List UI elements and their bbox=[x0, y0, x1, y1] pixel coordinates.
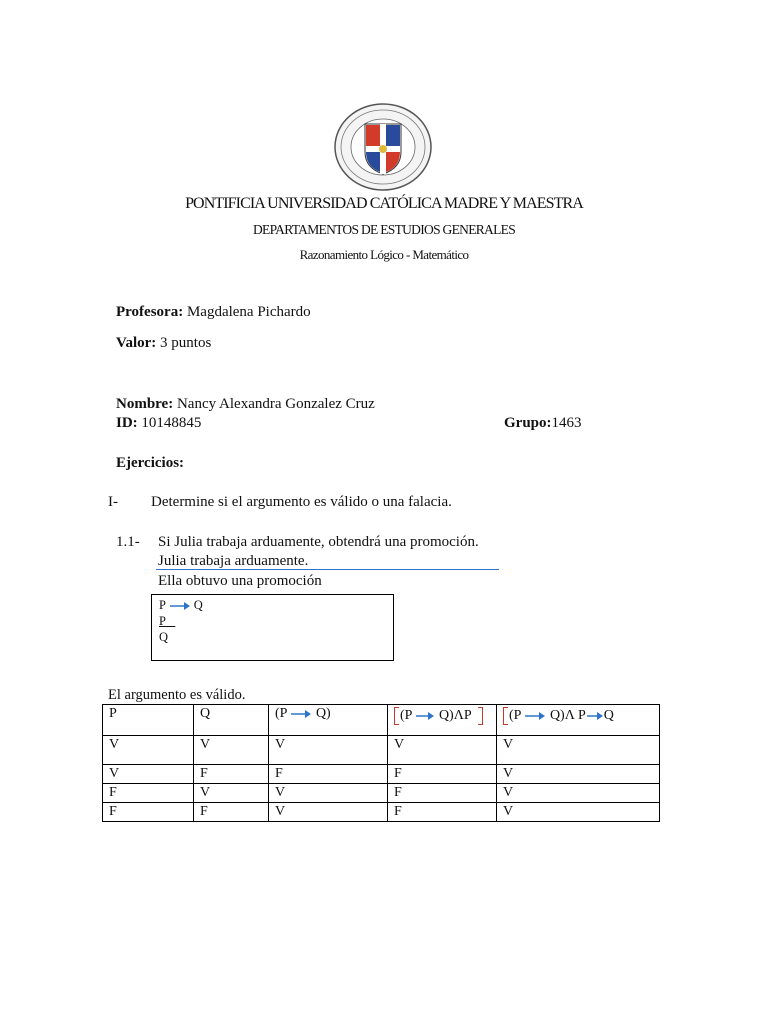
table-cell: F bbox=[103, 784, 194, 803]
exercises-heading bbox=[116, 455, 184, 472]
grupo-value: 1463 bbox=[551, 415, 582, 431]
table-cell: F bbox=[194, 803, 269, 822]
header-3-left: (P bbox=[275, 706, 287, 721]
conclusion: Ella obtuvo una promoción bbox=[158, 573, 322, 589]
table-cell: V bbox=[194, 736, 269, 765]
implies-arrow-icon bbox=[290, 709, 312, 719]
premise-underline bbox=[156, 569, 499, 570]
id-value: 10148845 bbox=[141, 415, 202, 431]
table-cell: V bbox=[497, 765, 660, 784]
grupo-line bbox=[504, 415, 582, 432]
table-cell: V bbox=[194, 784, 269, 803]
table-cell: V bbox=[103, 765, 194, 784]
bracket-left-icon bbox=[394, 707, 399, 725]
valor-line bbox=[116, 335, 211, 352]
id-label: ID: bbox=[116, 415, 138, 431]
nombre-value: Nancy Alexandra Gonzalez Cruz bbox=[176, 396, 375, 412]
table-cell: F bbox=[194, 765, 269, 784]
header-5-a: (P bbox=[509, 708, 521, 724]
section-number: I- bbox=[108, 494, 118, 510]
table-cell: V bbox=[269, 736, 388, 765]
truth-table-header-row bbox=[103, 705, 660, 736]
table-cell: V bbox=[497, 784, 660, 803]
implies-arrow-icon bbox=[415, 711, 435, 721]
table-cell: V bbox=[269, 803, 388, 822]
profesora-label: Profesora: bbox=[116, 304, 184, 320]
implies-arrow-icon bbox=[524, 711, 546, 721]
nombre-label: Nombre: bbox=[116, 396, 174, 412]
table-cell: F bbox=[103, 803, 194, 822]
premise-box-line-2 bbox=[159, 614, 175, 629]
exercises-heading-text: Ejercicios: bbox=[116, 455, 185, 471]
truth-table bbox=[102, 704, 660, 822]
premise-box-line-1 bbox=[159, 598, 203, 613]
table-cell: V bbox=[497, 803, 660, 822]
premise-box-q: Q bbox=[193, 598, 203, 612]
table-cell: F bbox=[388, 765, 497, 784]
premise-1: Si Julia trabaja arduamente, obtendrá una promoción. bbox=[158, 534, 479, 550]
header-3-right: Q) bbox=[315, 706, 331, 721]
premise-box-line-3: Q bbox=[159, 630, 169, 644]
header-p-implies-q bbox=[269, 705, 388, 736]
implies-arrow-icon bbox=[169, 601, 191, 611]
header-4-right: Q)ΛP bbox=[438, 708, 472, 724]
profesora-line bbox=[116, 304, 311, 321]
bracket-right-icon bbox=[478, 707, 483, 725]
course-title: Razonamiento Lógico - Matemático bbox=[299, 247, 469, 262]
table-cell: F bbox=[269, 765, 388, 784]
table-row bbox=[103, 803, 660, 822]
premise-box bbox=[151, 594, 394, 661]
premise-2: Julia trabaja arduamente. bbox=[158, 553, 309, 569]
table-cell: V bbox=[269, 784, 388, 803]
grupo-label: Grupo: bbox=[504, 415, 552, 431]
header-q: Q bbox=[194, 705, 269, 736]
table-cell: F bbox=[388, 803, 497, 822]
header-conjunction bbox=[388, 705, 497, 736]
premise-box-p: P bbox=[159, 598, 166, 612]
table-cell: V bbox=[103, 736, 194, 765]
item-number: 1.1- bbox=[116, 534, 140, 550]
profesora-value: Magdalena Pichardo bbox=[186, 304, 311, 320]
table-row bbox=[103, 784, 660, 803]
valor-label: Valor: bbox=[116, 335, 157, 351]
implies-arrow-icon bbox=[586, 711, 604, 721]
table-cell: V bbox=[497, 736, 660, 765]
bracket-left-icon bbox=[503, 707, 508, 725]
header-p: P bbox=[103, 705, 194, 736]
table-row bbox=[103, 736, 660, 765]
header-4-left: (P bbox=[400, 708, 412, 724]
table-cell: V bbox=[388, 736, 497, 765]
header-full-implication bbox=[497, 705, 660, 736]
header-5-c: Q bbox=[603, 708, 614, 724]
table-cell: F bbox=[388, 784, 497, 803]
valor-value: 3 puntos bbox=[160, 335, 212, 351]
section-text: Determine si el argumento es válido o una falacia. bbox=[151, 494, 452, 510]
id-line bbox=[116, 415, 201, 432]
university-title: PONTIFICIA UNIVERSIDAD CATÓLICA MADRE Y MAESTRA bbox=[185, 195, 583, 212]
result-text: El argumento es válido. bbox=[108, 687, 246, 703]
table-row bbox=[103, 765, 660, 784]
nombre-line bbox=[116, 396, 375, 413]
header-5-b: Q)Λ P bbox=[549, 708, 586, 724]
university-seal bbox=[333, 102, 433, 192]
department-title: DEPARTAMENTOS DE ESTUDIOS GENERALES bbox=[253, 222, 515, 237]
premise-box-line-2-text: P bbox=[159, 614, 166, 628]
